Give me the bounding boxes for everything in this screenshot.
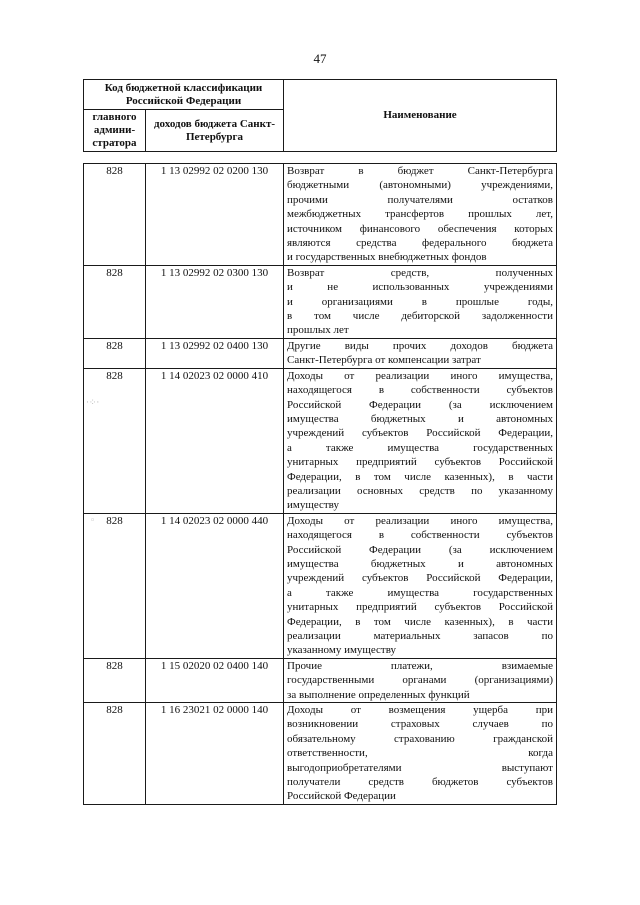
- name-line: выгодоприобретателями выступают: [287, 761, 553, 774]
- name-line: Возврат в бюджет Санкт-Петербурга: [287, 165, 553, 177]
- name-line: Прочие платежи, взимаемые: [287, 659, 553, 672]
- name-line: межбюджетных трансфертов прошлых лет,: [287, 208, 553, 221]
- name-line: Российской Федерации: [287, 790, 396, 803]
- table-row: [84, 164, 557, 266]
- name-line: находящегося в собственности субъектов: [287, 384, 553, 397]
- table-row: [84, 265, 557, 338]
- name-cell: [284, 658, 557, 702]
- classification-table: [83, 163, 557, 805]
- admin-code-cell: 828: [84, 164, 146, 266]
- name-line: реализации материальных запасов по: [287, 630, 553, 642]
- name-line: имуществу: [287, 499, 339, 512]
- header-admin-column: главного админи-стратора: [84, 110, 146, 152]
- name-cell: [284, 164, 557, 266]
- name-line: имущества бюджетных и автономных: [287, 412, 553, 425]
- name-line: являются средства федерального бюджета: [287, 237, 553, 250]
- name-cell: [284, 265, 557, 338]
- admin-code-cell: 828: [84, 265, 146, 338]
- budget-code-cell: 1 14 02023 02 0000 440: [146, 513, 284, 658]
- name-line: а также имущества государственных: [287, 586, 553, 599]
- name-line: Возврат средств, полученных: [287, 266, 553, 279]
- admin-code-cell: 828: [84, 703, 146, 805]
- name-line: и государственных внебюджетных фондов: [287, 251, 487, 264]
- table-row: [84, 658, 557, 702]
- budget-code-cell: 1 15 02020 02 0400 140: [146, 658, 284, 702]
- name-line: в том числе дебиторской задолженности: [287, 310, 553, 323]
- name-line: Федерации, в том числе казенных), в части: [287, 615, 553, 628]
- name-line: имущества бюджетных и автономных: [287, 557, 553, 570]
- name-line: унитарных предприятий субъектов Российской: [287, 601, 553, 614]
- name-line: Федерации, в том числе казенных), в части: [287, 470, 553, 483]
- name-line: и не использованных учреждениями: [287, 281, 553, 294]
- name-line: за выполнение определенных функций: [287, 688, 470, 701]
- name-line: Другие виды прочих доходов бюджета: [287, 339, 553, 352]
- budget-code-cell: 1 13 02992 02 0300 130: [146, 265, 284, 338]
- name-line: Доходы от возмещения ущерба при: [287, 704, 553, 717]
- table-row: [84, 703, 557, 805]
- table-row: [84, 338, 557, 368]
- name-line: находящегося в собственности субъектов: [287, 529, 553, 542]
- name-line: реализации основных средств по указанному: [287, 484, 553, 497]
- name-line: а также имущества государственных: [287, 441, 553, 454]
- name-line: прочими получателями остатков: [287, 193, 553, 206]
- name-line: возникновении страховых случаев по: [287, 718, 553, 731]
- name-line: и организациями в прошлые годы,: [287, 295, 553, 308]
- name-cell: [284, 338, 557, 368]
- name-line: обязательному страхованию гражданской: [287, 732, 553, 745]
- table-header: [83, 79, 557, 152]
- name-line: Российской Федерации (за исключением: [287, 543, 553, 556]
- scan-mark: ◦: [90, 516, 96, 526]
- budget-code-cell: 1 13 02992 02 0200 130: [146, 164, 284, 266]
- admin-code-cell: 828: [84, 338, 146, 368]
- name-line: Доходы от реализации иного имущества,: [287, 369, 553, 382]
- name-line: ответственности, когда: [287, 747, 553, 760]
- budget-code-cell: 1 13 02992 02 0400 130: [146, 338, 284, 368]
- name-cell: [284, 368, 557, 513]
- name-line: учреждений субъектов Российской Федерации,: [287, 427, 553, 440]
- name-line: Доходы от реализации иного имущества,: [287, 514, 553, 527]
- name-line: Российской Федерации (за исключением: [287, 398, 553, 411]
- header-code-column: доходов бюджета Санкт-Петербурга: [146, 110, 284, 152]
- page-number: 47: [313, 51, 327, 66]
- name-line: прошлых лет: [287, 324, 349, 337]
- name-cell: [284, 703, 557, 805]
- name-line: бюджетными (автономными) учреждениями,: [287, 179, 553, 192]
- admin-code-cell: 828: [84, 513, 146, 658]
- table-row: [84, 513, 557, 658]
- admin-code-cell: 828: [84, 658, 146, 702]
- name-line: получатели средств бюджетов субъектов: [287, 776, 553, 789]
- name-line: государственными органами (организациями): [287, 674, 553, 687]
- name-line: источником финансового обеспечения которых: [287, 222, 553, 235]
- budget-code-cell: 1 16 23021 02 0000 140: [146, 703, 284, 805]
- scan-mark: ·⁘·: [86, 398, 100, 408]
- name-line: указанному имуществу: [287, 644, 397, 657]
- name-line: унитарных предприятий субъектов Российской: [287, 456, 553, 469]
- budget-code-cell: 1 14 02023 02 0000 410: [146, 368, 284, 513]
- header-group-title: Код бюджетной классификации Российской Федерации: [84, 80, 284, 110]
- admin-code-cell: 828: [84, 368, 146, 513]
- table-row: [84, 368, 557, 513]
- name-line: Санкт-Петербурга от компенсации затрат: [287, 354, 481, 367]
- header-name-column: Наименование: [284, 80, 557, 152]
- name-cell: [284, 513, 557, 658]
- name-line: учреждений субъектов Российской Федерации,: [287, 572, 553, 585]
